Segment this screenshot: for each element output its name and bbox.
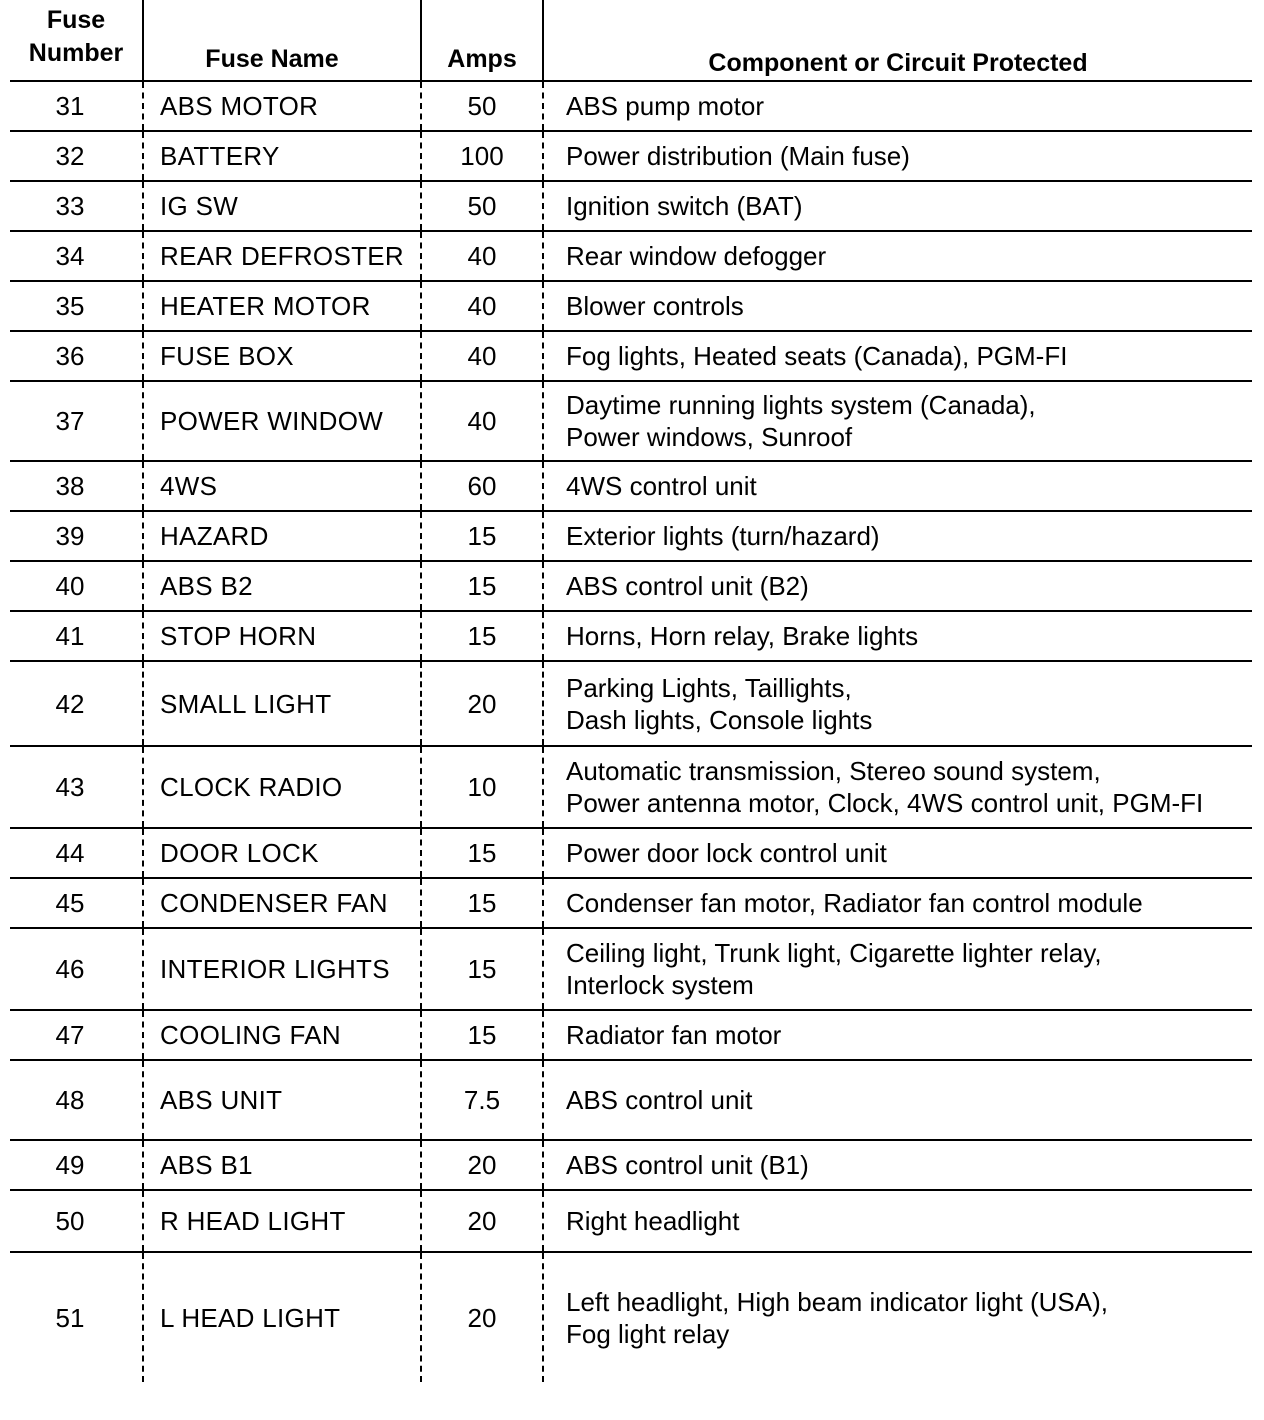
fuse-number-cell: 31 xyxy=(10,81,143,131)
fuse-name-cell: ABS MOTOR xyxy=(143,81,421,131)
component-cell xyxy=(543,611,1252,661)
header-fuse-number-line2: Number xyxy=(28,39,124,67)
fuse-name-cell: CONDENSER FAN xyxy=(143,878,421,928)
fuse-number-cell: 48 xyxy=(10,1060,143,1140)
header-fuse-number-line1: Fuse xyxy=(46,6,106,34)
fuse-number-cell: 51 xyxy=(55,1302,85,1333)
fuse-name-cell: CLOCK RADIO xyxy=(143,746,421,828)
amps-cell: 40 xyxy=(421,331,543,381)
component-text-line: Right headlight xyxy=(566,1206,740,1236)
component-cell xyxy=(543,381,1252,461)
fuse-name-cell: STOP HORN xyxy=(143,611,421,661)
header-fuse-name: Fuse Name xyxy=(143,0,421,81)
amps-cell: 100 xyxy=(421,131,543,181)
table-row xyxy=(10,746,1252,828)
amps-cell: 20 xyxy=(421,661,543,746)
fuse-name-cell: REAR DEFROSTER xyxy=(143,231,421,281)
amps-cell: 20 xyxy=(421,1140,543,1190)
table-row xyxy=(10,281,1252,331)
component-text-line: Condenser fan motor, Radiator fan control module xyxy=(566,888,1143,918)
fuse-number-cell: 37 xyxy=(10,381,143,461)
component-cell xyxy=(543,81,1252,131)
component-text-line: Fog light relay xyxy=(566,1318,730,1349)
fuse-number-cell: 32 xyxy=(10,131,143,181)
amps-cell: 40 xyxy=(421,281,543,331)
table-row xyxy=(10,661,1252,746)
amps-cell: 15 xyxy=(421,828,543,878)
amps-cell: 40 xyxy=(421,381,543,461)
header-fuse-number xyxy=(10,0,143,81)
component-text-line: Ignition switch (BAT) xyxy=(566,191,803,221)
table-row xyxy=(10,1060,1252,1140)
table-row xyxy=(10,331,1252,381)
fuse-number-cell: 39 xyxy=(10,511,143,561)
component-cell xyxy=(543,461,1252,511)
fuse-name-cell: INTERIOR LIGHTS xyxy=(143,928,421,1010)
component-text-line: Power windows, Sunroof xyxy=(566,422,853,452)
table-row xyxy=(10,1140,1252,1190)
amps-cell: 15 xyxy=(421,611,543,661)
fuse-name-cell: L HEAD LIGHT xyxy=(143,1252,421,1382)
fuse-number-cell: 50 xyxy=(10,1190,143,1252)
table-row xyxy=(10,928,1252,1010)
amps-cell: 15 xyxy=(421,878,543,928)
component-cell xyxy=(543,181,1252,231)
table-row xyxy=(10,1010,1252,1060)
table-row xyxy=(10,381,1252,461)
component-cell xyxy=(543,1252,1252,1382)
component-text-line: Left headlight, High beam indicator light (USA), xyxy=(566,1286,1108,1317)
table-row xyxy=(10,611,1252,661)
component-cell xyxy=(543,1060,1252,1140)
amps-cell: 15 xyxy=(421,561,543,611)
component-cell xyxy=(543,281,1252,331)
fuse-number-cell: 35 xyxy=(10,281,143,331)
fuse-number-cell: 49 xyxy=(10,1140,143,1190)
fuse-name-cell: FUSE BOX xyxy=(143,331,421,381)
fuse-number-cell: 45 xyxy=(10,878,143,928)
amps-cell: 7.5 xyxy=(421,1060,543,1140)
component-cell xyxy=(543,928,1252,1010)
component-cell xyxy=(543,828,1252,878)
amps-cell: 15 xyxy=(421,928,543,1010)
fuse-table xyxy=(10,0,1252,1382)
fuse-name-cell: DOOR LOCK xyxy=(143,828,421,878)
fuse-name-cell: ABS B2 xyxy=(143,561,421,611)
component-text-line: Power antenna motor, Clock, 4WS control unit, PGM-FI xyxy=(566,788,1204,818)
component-cell xyxy=(543,231,1252,281)
component-cell xyxy=(543,1140,1252,1190)
fuse-number-cell: 44 xyxy=(10,828,143,878)
header-component: Component or Circuit Protected xyxy=(543,0,1252,81)
table-row xyxy=(10,181,1252,231)
fuse-name-cell: ABS UNIT xyxy=(143,1060,421,1140)
fuse-name-cell: HEATER MOTOR xyxy=(143,281,421,331)
table-row xyxy=(10,231,1252,281)
component-text-line: Dash lights, Console lights xyxy=(566,704,873,735)
fuse-name-cell: ABS B1 xyxy=(143,1140,421,1190)
component-text-line: ABS pump motor xyxy=(566,91,764,121)
fuse-number-cell: 43 xyxy=(10,746,143,828)
fuse-name-cell: BATTERY xyxy=(143,131,421,181)
table-row xyxy=(10,828,1252,878)
fuse-number-cell: 47 xyxy=(10,1010,143,1060)
amps-cell: 15 xyxy=(421,511,543,561)
amps-cell: 50 xyxy=(421,81,543,131)
fuse-name-cell: HAZARD xyxy=(143,511,421,561)
fuse-name-cell: R HEAD LIGHT xyxy=(143,1190,421,1252)
component-cell xyxy=(543,661,1252,746)
fuse-name-cell: 4WS xyxy=(143,461,421,511)
component-cell xyxy=(543,511,1252,561)
fuse-number-cell: 38 xyxy=(10,461,143,511)
table-header-row xyxy=(10,0,1252,81)
fuse-number-cell: 33 xyxy=(10,181,143,231)
component-text-line: Power distribution (Main fuse) xyxy=(566,141,910,171)
component-text-line: Power door lock control unit xyxy=(566,838,887,868)
component-text-line: Ceiling light, Trunk light, Cigarette lighter relay, xyxy=(566,938,1102,968)
fuse-name-cell: IG SW xyxy=(143,181,421,231)
component-text-line: Parking Lights, Taillights, xyxy=(566,672,852,703)
fuse-number-cell: 42 xyxy=(10,661,143,746)
component-text-line: Exterior lights (turn/hazard) xyxy=(566,521,880,551)
amps-cell: 40 xyxy=(421,231,543,281)
fuse-number-cell: 40 xyxy=(10,561,143,611)
amps-cell: 10 xyxy=(421,746,543,828)
component-text-line: Fog lights, Heated seats (Canada), PGM-FI xyxy=(566,341,1068,371)
component-text-line: ABS control unit xyxy=(566,1085,753,1115)
fuse-number-cell: 41 xyxy=(10,611,143,661)
component-text-line: ABS control unit (B2) xyxy=(566,571,809,601)
table-row xyxy=(10,81,1252,131)
component-text-line: Daytime running lights system (Canada), xyxy=(566,390,1036,420)
fuse-name-cell: SMALL LIGHT xyxy=(143,661,421,746)
fuse-number-cell: 36 xyxy=(10,331,143,381)
table-row xyxy=(10,1252,1252,1382)
component-text-line: Interlock system xyxy=(566,970,754,1000)
table-row xyxy=(10,511,1252,561)
component-text-line: Horns, Horn relay, Brake lights xyxy=(566,621,919,651)
table-row xyxy=(10,131,1252,181)
table-row xyxy=(10,461,1252,511)
amps-cell: 60 xyxy=(421,461,543,511)
component-cell xyxy=(543,878,1252,928)
table-row xyxy=(10,878,1252,928)
amps-cell: 50 xyxy=(421,181,543,231)
component-text-line: Automatic transmission, Stereo sound system, xyxy=(566,756,1101,786)
component-text-line: 4WS control unit xyxy=(566,471,757,501)
header-amps: Amps xyxy=(421,0,543,81)
fuse-number-cell: 34 xyxy=(10,231,143,281)
table-row xyxy=(10,1190,1252,1252)
component-cell xyxy=(543,561,1252,611)
component-text-line: Blower controls xyxy=(566,291,744,321)
component-cell xyxy=(543,331,1252,381)
component-cell xyxy=(543,1010,1252,1060)
component-cell xyxy=(543,131,1252,181)
component-text-line: Radiator fan motor xyxy=(566,1020,782,1050)
fuse-name-cell: POWER WINDOW xyxy=(143,381,421,461)
table-body xyxy=(10,81,1252,1382)
component-cell xyxy=(543,1190,1252,1252)
component-cell xyxy=(543,746,1252,828)
amps-cell: 20 xyxy=(421,1252,543,1382)
fuse-name-cell: COOLING FAN xyxy=(143,1010,421,1060)
amps-cell: 20 xyxy=(421,1190,543,1252)
table-row xyxy=(10,561,1252,611)
component-text-line: ABS control unit (B1) xyxy=(566,1150,809,1180)
fuse-number-cell: 46 xyxy=(10,928,143,1010)
amps-cell: 15 xyxy=(421,1010,543,1060)
component-text-line: Rear window defogger xyxy=(566,241,827,271)
